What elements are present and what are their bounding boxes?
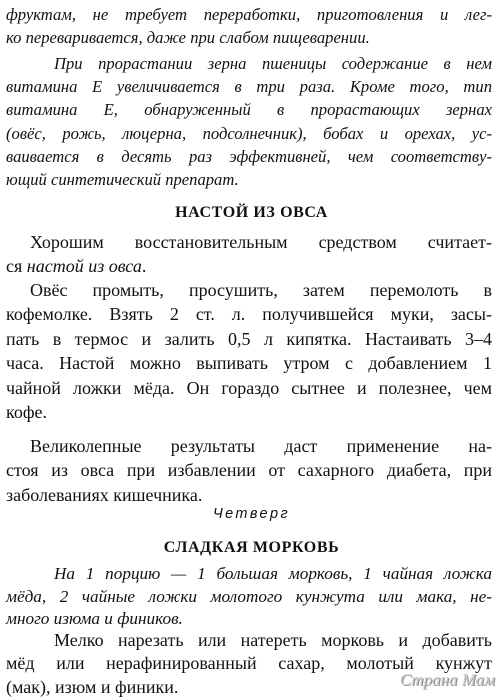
text-line: ющий синтетический препарат. — [6, 170, 239, 190]
text-line: витамина Е, обнаруженный в прорастающих зернах — [6, 100, 492, 120]
text-line: кофе. — [6, 402, 47, 423]
oats-recipe-paragraph — [6, 278, 492, 424]
text-line: кофемолке. Взять 2 ст. л. получившейся муки, засы- — [6, 304, 492, 325]
text-line: часа. Настой можно выпивать утром с добавлением 1 — [6, 353, 492, 374]
intro-paragraph-continued — [6, 3, 492, 49]
text-line: Мелко нарезать или натереть морковь и добавить — [54, 630, 492, 650]
carrot-ingredients-paragraph — [6, 563, 492, 631]
text-line: (овёс, рожь, люцерна, подсолнечник), бобах и орехах, ус- — [6, 123, 492, 143]
section-heading-oats: НАСТОЙ ИЗ ОВСА — [175, 204, 328, 221]
text-line: ваивается в десять раз эффективней, чем соответству- — [6, 146, 492, 166]
text-line: мёда, 2 чайные ложки молотого кунжута или мака, не- — [6, 586, 492, 606]
text-line: заболеваниях кишечника. — [6, 484, 203, 505]
intro-paragraph-vitamin-e — [6, 52, 492, 191]
text-line: стоя из овса при избавлении от сахарного диабета, при — [6, 460, 492, 481]
weekday-label: Четверг — [212, 506, 291, 522]
emphasis-text: настой из овса — [26, 256, 142, 277]
text-line: Овёс промыть, просушить, затем перемолоть в — [30, 280, 492, 300]
text-line: Хорошим восстановительным средством считает- — [30, 232, 492, 252]
text-line: мёд или нерафинированный сахар, молотый кунжут — [6, 653, 492, 674]
text-line: ся настой из овса. — [6, 256, 147, 277]
watermark-logo: Страна Мам — [399, 670, 495, 689]
text-line: На 1 порцию — 1 большая морковь, 1 чайная ложка — [54, 564, 492, 583]
text-line: Великолепные результаты даст применение на- — [30, 436, 492, 456]
text-line: (мак), изюм и финики. — [6, 676, 179, 697]
oats-results-paragraph — [6, 434, 492, 507]
text-line: чайной ложки мёда. Он гораздо сытнее и полезнее, чем — [6, 377, 492, 398]
text-line: При прорастании зерна пшеницы содержание в нем — [54, 54, 492, 73]
text-line: фруктам, не требует переработки, приготовления и лег- — [6, 5, 492, 24]
text-line: витамина Е увеличивается в три раза. Кроме того, тип — [6, 77, 492, 97]
oats-intro-paragraph — [6, 230, 492, 279]
text-line: много изюма и фиников. — [6, 609, 183, 629]
text-line: ко переваривается, даже при слабом пищеварении. — [6, 28, 370, 48]
section-heading-carrot: СЛАДКАЯ МОРКОВЬ — [163, 539, 340, 556]
text-line: пать в термос и залить 0,5 л кипятка. Настаивать 3–4 — [6, 328, 492, 349]
